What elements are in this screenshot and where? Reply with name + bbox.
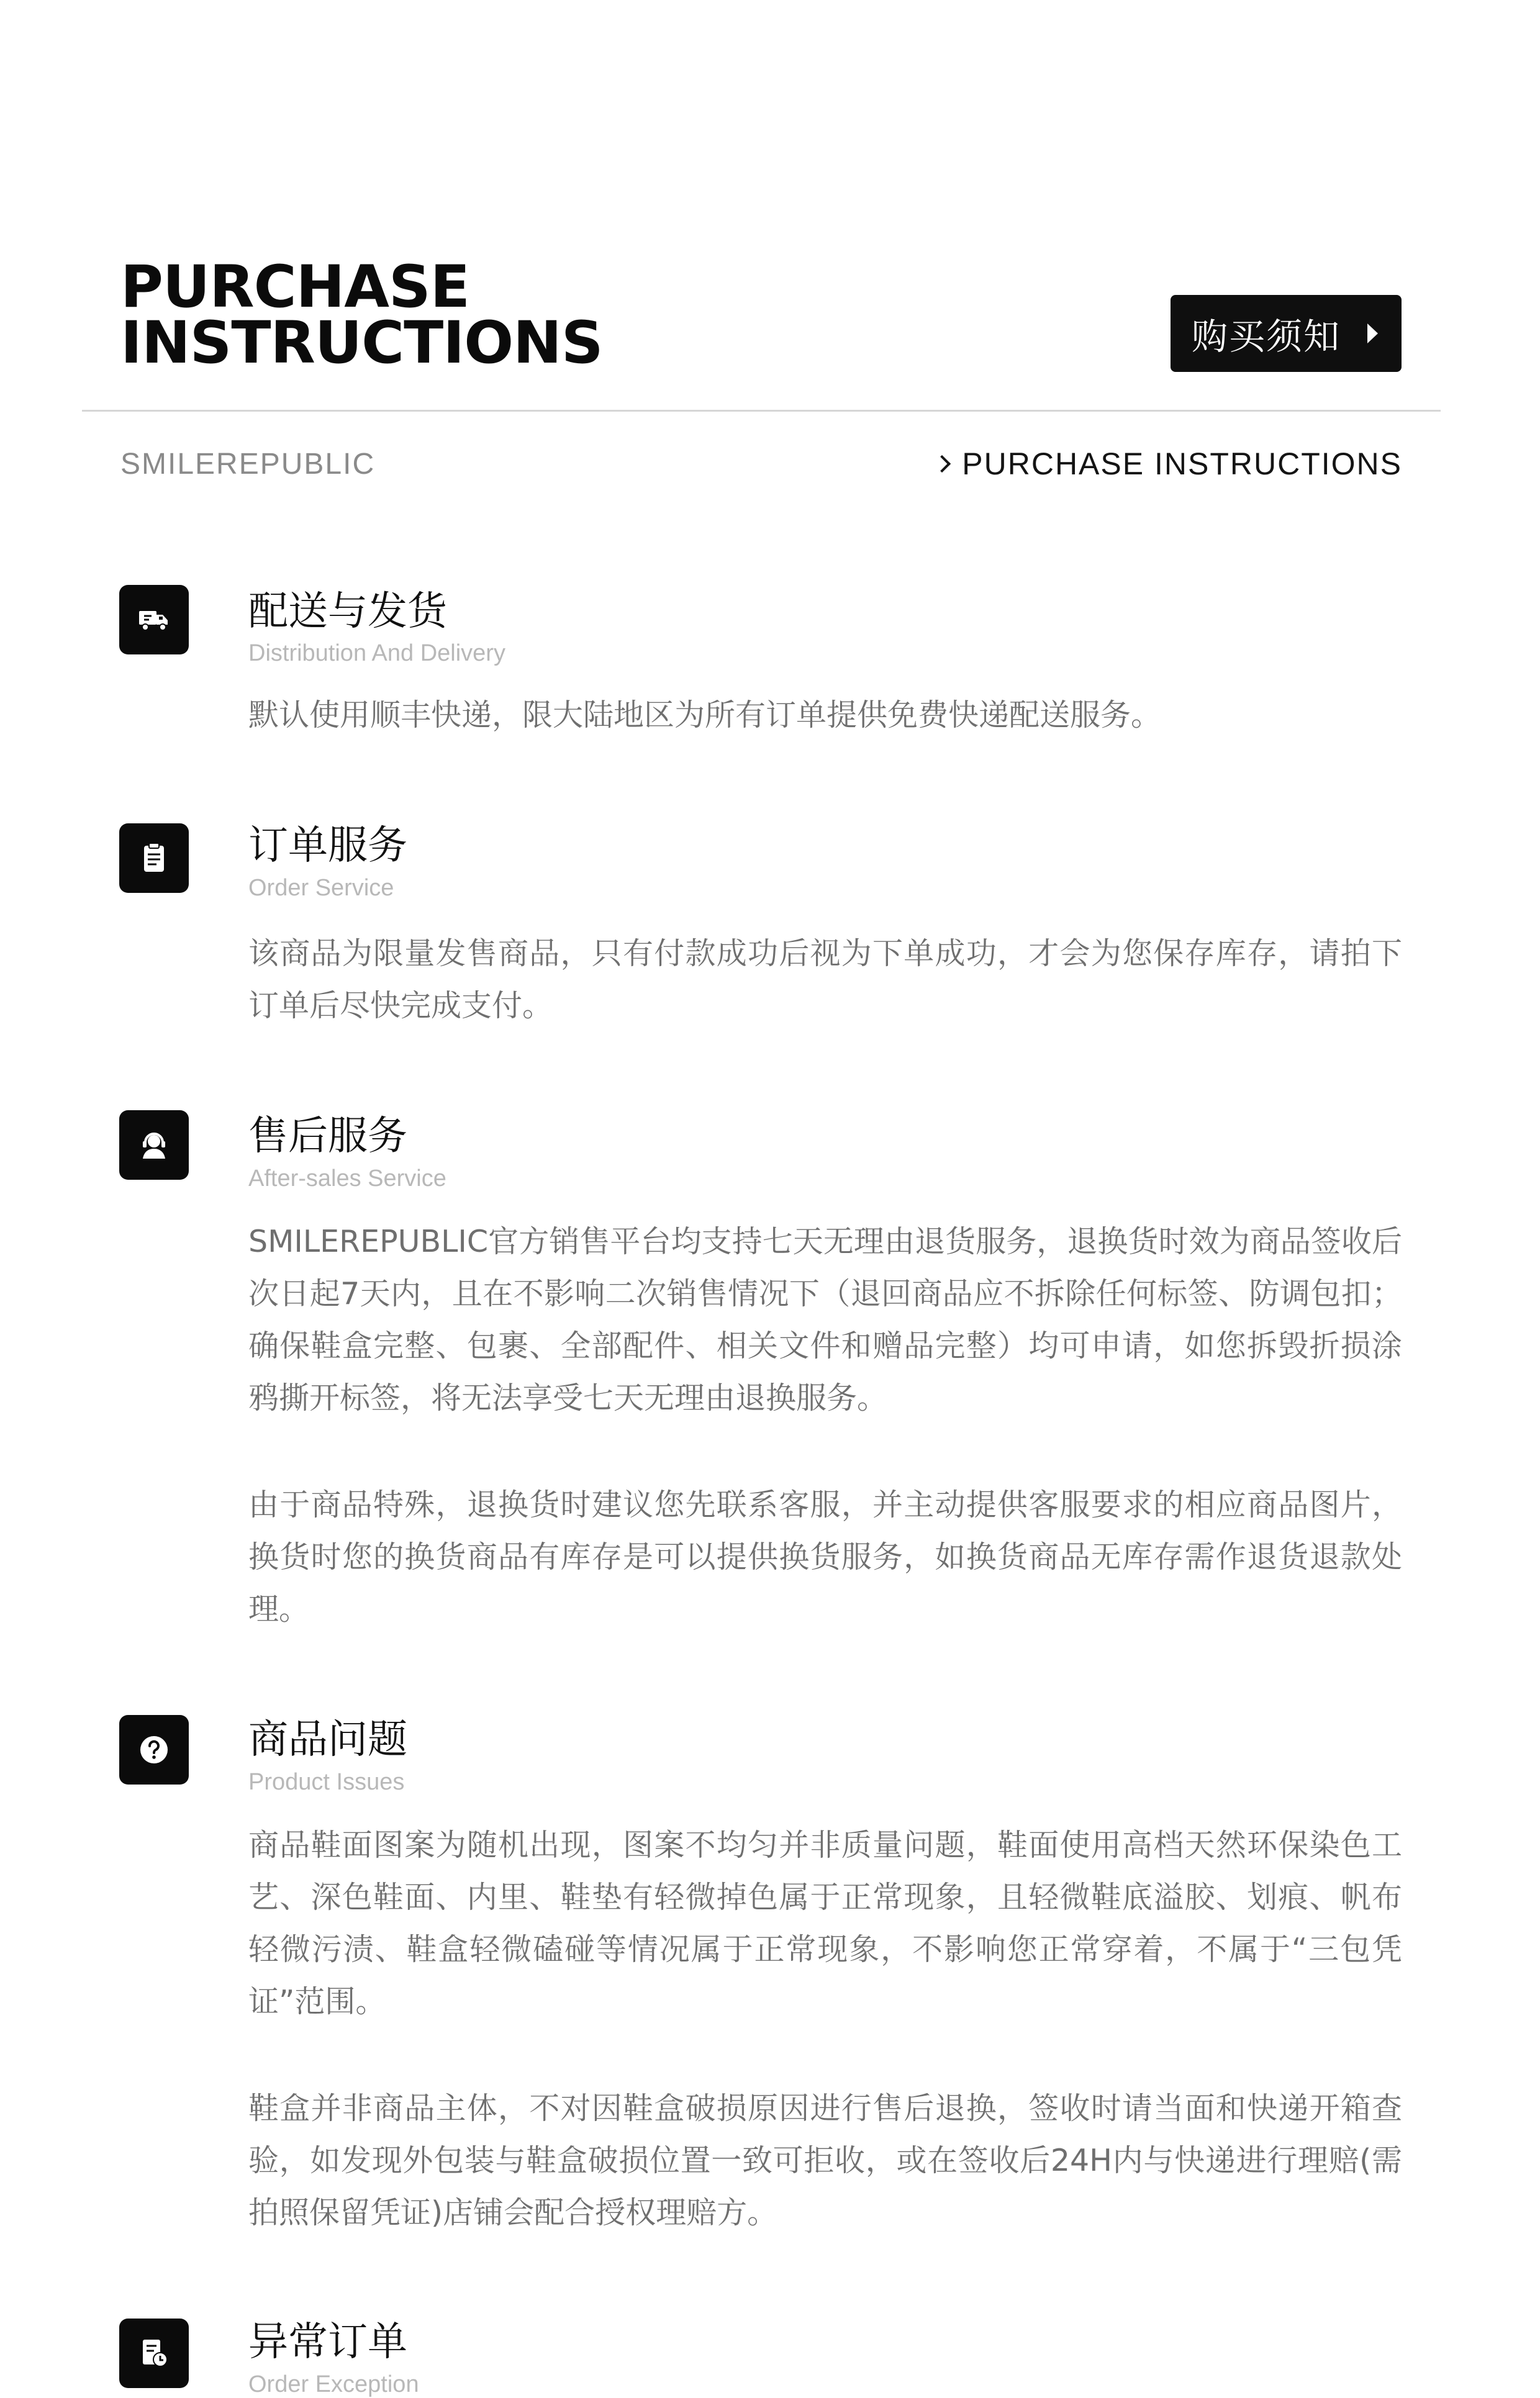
section-subtitle: Product Issues [248, 1769, 405, 1795]
purchase-notice-label: 购买须知 [1192, 315, 1341, 358]
section-paragraph: 由于商品特殊，退换货时建议您先联系客服，并主动提供客服要求的相应商品图片，换货时您的换货商品有库存是可以提供换货服务，如换货商品无库存需作退货退款处理。 [248, 1487, 1402, 1627]
header-divider [82, 410, 1441, 412]
breadcrumb-label: PURCHASE INSTRUCTIONS [962, 446, 1402, 481]
section-paragraph: 鞋盒并非商品主体，不对因鞋盒破损原因进行售后退换，签收时请当面和快递开箱查验，如发现外包装与鞋盒破损位置一致可拒收，或在签收后24H内与快递进行理赔(需拍照保留凭证)店铺会配合授权理赔方。 [248, 2091, 1402, 2230]
breadcrumb[interactable] [936, 446, 1402, 482]
document-clock-icon [119, 2319, 189, 2388]
chevron-right-icon [933, 455, 951, 473]
headset-icon [119, 1110, 189, 1180]
section-subtitle: Order Service [248, 875, 394, 901]
section-subtitle: After-sales Service [248, 1165, 446, 1192]
section-paragraph: 商品鞋面图案为随机出现，图案不均匀并非质量问题，鞋面使用高档天然环保染色工艺、深色鞋面、内里、鞋垫有轻微掉色属于正常现象，且轻微鞋底溢胶、划痕、帆布轻微污渍、鞋盒轻微磕碰等情况属于正常现象，不影响您正常穿着，不属于“三包凭证”范围。 [248, 1827, 1402, 2019]
section-subtitle: Order Exception [248, 2371, 419, 2397]
section-title: 配送与发货 [248, 589, 447, 635]
purchase-notice-button[interactable] [1171, 295, 1402, 372]
section-paragraph: 该商品为限量发售商品，只有付款成功后视为下单成功，才会为您保存库存，请拍下订单后尽快完成支付。 [248, 936, 1402, 1023]
section-title: 订单服务 [248, 823, 407, 869]
page-title-line-2: INSTRUCTIONS [120, 309, 603, 377]
play-arrow-icon [1367, 324, 1378, 343]
page-title-line-1: PURCHASE [120, 253, 469, 321]
page-title [120, 253, 603, 377]
section-title: 异常订单 [248, 2319, 407, 2365]
section-subtitle: Distribution And Delivery [248, 640, 505, 666]
section-title: 售后服务 [248, 1113, 407, 1159]
brand-name: SMILEREPUBLIC [120, 448, 376, 481]
section-title: 商品问题 [248, 1717, 407, 1763]
truck-icon [119, 585, 189, 654]
question-icon [119, 1715, 189, 1785]
clipboard-icon [119, 823, 189, 893]
section-paragraph: 默认使用顺丰快递，限大陆地区为所有订单提供免费快递配送服务。 [248, 697, 1162, 733]
section-paragraph: SMILEREPUBLIC官方销售平台均支持七天无理由退货服务，退换货时效为商品签收后次日起7天内，且在不影响二次销售情况下（退回商品应不拆除任何标签、防调包扣；确保鞋盒完整、包裹、全部配件、相关文件和赠品完整）均可申请，如您拆毁折损涂鸦撕开标签，将无法享受七天无理由退换服务。 [248, 1224, 1402, 1416]
